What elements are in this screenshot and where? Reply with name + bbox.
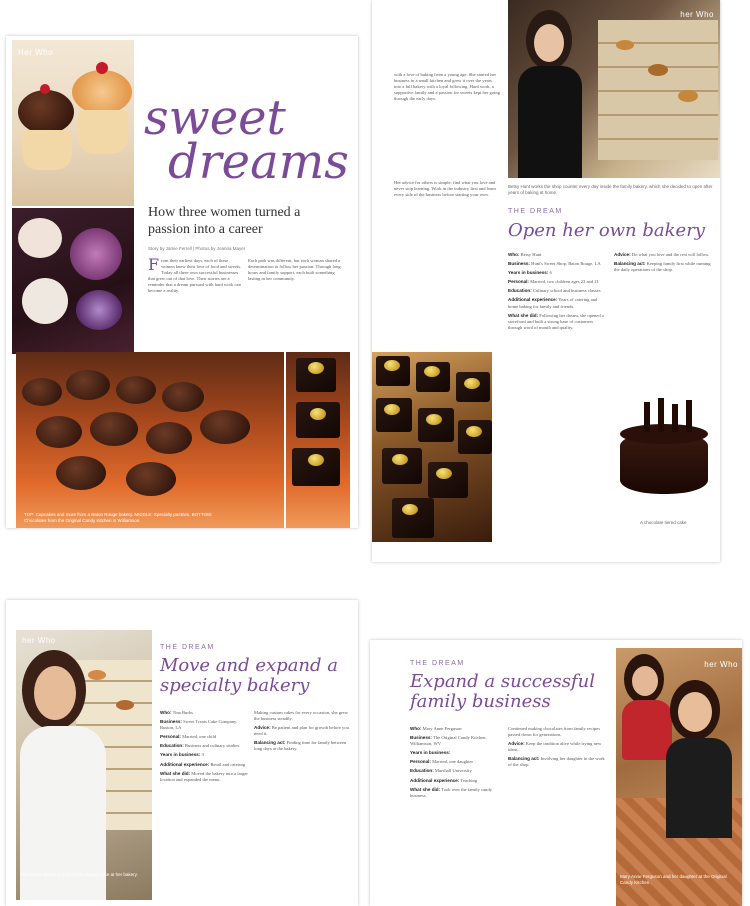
- col2-text: Making custom cakes for every occasion, she grew the business steadily.: [254, 710, 348, 722]
- section-tag-right: her Who: [680, 10, 714, 19]
- continued-column-1: with a love of baking from a young age. She started her business in a small kitchen and grew it over the years into a full bakery with a loyal following. Hard work, a supportive family and a passion for sweets kept her going through the early days.: [394, 72, 501, 102]
- chocolates-photo: [16, 352, 350, 528]
- drop-cap: F: [148, 255, 160, 274]
- col2-text: Continued making chocolates from family recipes passed down for generations.: [508, 726, 600, 738]
- field-business: Business: The Original Candy Kitchen, Williamson, WV: [410, 735, 487, 747]
- owner-photo-caption: Betsy Hunt works the shop counter every day inside the family bakery, which she decided to open after years of baking at home.: [508, 184, 713, 195]
- field-business: Business: Sweet Treats Cake Company, Ruston, LA: [160, 719, 238, 731]
- field-what-she-did: What she did: Took over the family candy business.: [410, 786, 492, 798]
- profile-details-col2: [508, 726, 608, 772]
- field-balancing: Balancing act: Finding time for family between long days at the bakery.: [254, 740, 347, 752]
- photo-caption: TOP: Cupcakes and more from a Baton Rouge bakery. MIDDLE: Specialty pastries. BOTTOM: Chocolates from the Original Candy Kitchen in Williamson.: [24, 512, 213, 523]
- field-advice: Advice: Do what you love and the rest will follow.: [614, 252, 710, 257]
- intro-column-2: Each path was different, but each woman shared a determination to follow her passion. Through long hours and family support, each built something lasting in her community.: [248, 258, 341, 282]
- field-business: Business: Hunt's Sweet Shop, Baton Rouge, LA: [508, 261, 601, 267]
- tina-photo: [16, 630, 152, 900]
- field-experience: Additional experience: Retail and catering: [160, 761, 246, 767]
- section-kicker: THE DREAM: [508, 208, 563, 215]
- section-tag: her Who: [704, 660, 738, 669]
- intro-column-1: F rom their earliest days, each of these women knew their love of food and sweets. Today all three own successful businesses that grew out of that love. Their stories are a reminder that a dream pursued with hard work can become a reality.: [148, 255, 242, 294]
- heading-line-1: Expand a successful: [410, 671, 595, 692]
- field-education: Education: Business and culinary studies: [160, 743, 240, 749]
- section-heading: [160, 656, 338, 696]
- field-personal: Personal: Married, one daughter: [410, 759, 474, 765]
- cake-photo: [614, 396, 714, 516]
- field-years: Years in business: 3: [160, 752, 204, 758]
- cupcake-photo-top: [12, 40, 134, 206]
- mother-daughter-caption: Mary Anne Ferguson and her daughter at the Original Candy Kitchen.: [620, 874, 727, 885]
- tina-photo-caption: Tina Burks stands in front of the display case at her bakery.: [20, 872, 138, 877]
- profile-details: [508, 252, 608, 334]
- section-heading: [410, 672, 595, 712]
- cake-caption: A chocolate tiered cake: [640, 520, 687, 525]
- field-balancing: Balancing act: Keeping family first while running the daily operations of the shop.: [614, 261, 711, 273]
- magazine-page-family-business: [370, 640, 742, 906]
- section-tag: her Who: [22, 636, 56, 645]
- heading-line-2: family business: [410, 691, 551, 712]
- heading-line-1: Move and expand a: [160, 655, 339, 676]
- field-experience: Additional experience: Teaching: [410, 777, 478, 783]
- profile-details-col2: [614, 252, 714, 276]
- profile-details: [160, 710, 248, 786]
- title-line-2: dreams: [168, 134, 349, 190]
- pastry-photo-middle: [12, 208, 134, 354]
- field-education: Education: Culinary school and business classes: [508, 288, 601, 294]
- magazine-page-specialty-bakery: [6, 600, 358, 906]
- field-years: Years in business:: [410, 750, 451, 756]
- magazine-page-sweet-dreams: [6, 36, 358, 534]
- section-kicker: THE DREAM: [410, 660, 465, 667]
- field-personal: Personal: Married, one child: [160, 734, 217, 740]
- magazine-page-open-bakery: [372, 0, 720, 562]
- continued-column-2: Her advice for others is simple: find what you love and never stop learning. Work in the industry first and learn every side of the business before starting your own.: [394, 180, 496, 198]
- field-who: Who: Tina Burks: [160, 710, 193, 715]
- chocolate-squares-photo: [372, 352, 492, 542]
- section-heading: Open her own bakery: [508, 220, 705, 241]
- byline: Story by Jamie Ferrell | Photos by Joanna Mayer: [148, 246, 246, 251]
- field-advice: Advice: Be patient and plan for growth before you need it.: [254, 725, 349, 737]
- field-what-she-did: What she did: Moved the bakery into a larger location and expanded the menu.: [160, 770, 248, 782]
- mother-daughter-photo: [616, 648, 742, 906]
- field-personal: Personal: Married, two children ages 23 and 21: [508, 279, 599, 285]
- field-years: Years in business: 6: [508, 270, 552, 276]
- field-advice: Advice: Keep the tradition alive while trying new ideas.: [508, 741, 602, 753]
- bakery-owner-photo: [508, 0, 720, 178]
- field-who: Who: Mary Anne Ferguson: [410, 726, 462, 731]
- title-line-1: sweet: [144, 90, 286, 146]
- field-what-she-did: What she did: Following her dream, she opened a storefront and built a strong base of customers through word of mouth and quality.: [508, 312, 604, 330]
- article-subtitle: How three women turned a passion into a career: [148, 205, 301, 237]
- profile-details-col2: [254, 710, 350, 756]
- article-title: [142, 90, 352, 190]
- field-balancing: Balancing act: Involving her daughter in the work of the shop.: [508, 756, 605, 768]
- page-number: 20: [20, 528, 26, 534]
- heading-line-2: specialty bakery: [160, 675, 310, 696]
- field-education: Education: Marshall University: [410, 768, 472, 774]
- profile-details: [410, 726, 502, 802]
- section-tag: Her Who: [18, 48, 54, 57]
- section-kicker: THE DREAM: [160, 644, 215, 651]
- field-who: Who: Betsy Hunt: [508, 252, 542, 257]
- field-experience: Additional experience: Years of catering and home baking for family and friends.: [508, 297, 598, 309]
